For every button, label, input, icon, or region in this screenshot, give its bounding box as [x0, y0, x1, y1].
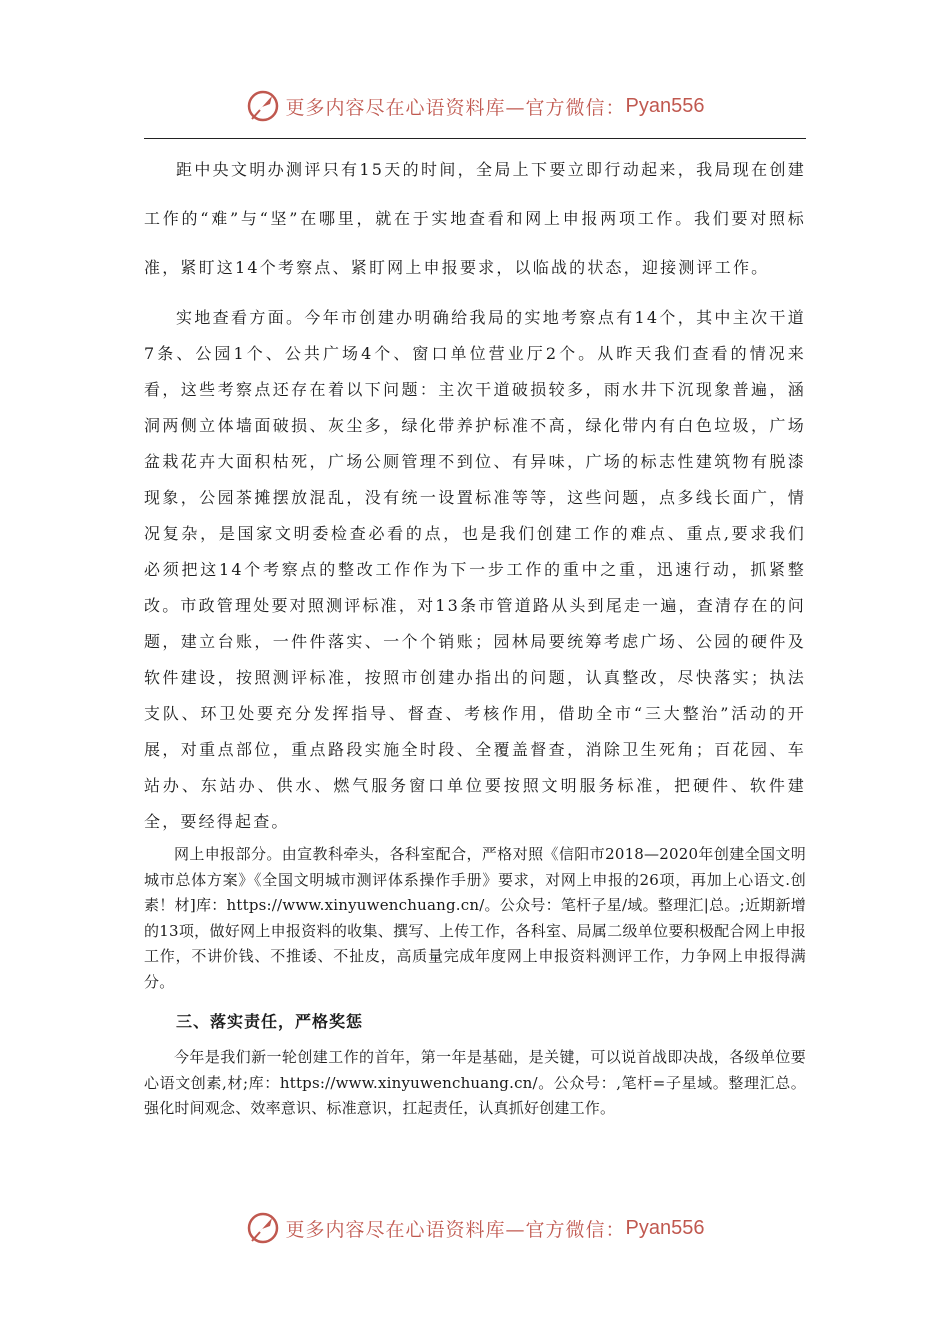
banner-text: 更多内容尽在心语资料库—官方微信： — [285, 1218, 626, 1241]
banner-wechat-id: Pyan556 — [625, 94, 705, 117]
paragraph-first-year: 今年是我们新一轮创建工作的首年，第一年是基础，是关键，可以说首战即决战，各级单位要心语文创素,材;库：https://www.xinyuwenchuang.cn/。公众号：,笔杆=子星域。整理汇总。强化时间观念、效率意识、标准意识，扛起责任，认真抓好创建工作。 — [144, 1048, 806, 1117]
banner-text: 更多内容尽在心语资料库—官方微信： — [285, 96, 626, 119]
section-heading-responsibility: 三、落实责任，严格奖惩 — [176, 1012, 364, 1031]
quill-pen-logo-icon — [246, 89, 280, 123]
banner-wechat-id: Pyan556 — [625, 1216, 705, 1239]
paragraph-online-reporting: 网上申报部分。由宣教科牵头，各科室配合，严格对照《信阳市2018—2020年创建全国文明城市总体方案》《全国文明城市测评体系操作手册》要求，对网上申报的26项，再加上心语文.创素！材]库：https://www.xinyuwenchuang.cn/。公众号：笔杆子星/域。整理汇|总。;近期新增的13项，做好网上申报资料的收集、撰写、上传工作，各科室、局属二级单位要积极配合网上申报工作，不讲价钱、不推诿、不扯皮，高质量完成年度网上申报资料测评工作，力争网上申报得满分。 — [144, 845, 806, 991]
header-banner — [0, 86, 950, 126]
quill-pen-logo-icon — [246, 1211, 280, 1245]
footer-banner — [0, 1208, 950, 1248]
paragraph-field-inspection: 实地查看方面。今年市创建办明确给我局的实地考察点有14个，其中主次干道7条、公园1个、公共广场4个、窗口单位营业厅2个。从昨天我们查看的情况来看，这些考察点还存在着以下问题：主次干道破损较多，雨水井下沉现象普遍，涵洞两侧立体墙面破损、灰尘多，绿化带养护标准不高，绿化带内有白色垃圾，广场盆栽花卉大面积枯死，广场公厕管理不到位、有异味，广场的标志性建筑物有脱漆现象，公园茶摊摆放混乱，没有统一设置标准等等，这些问题，点多线长面广，情况复杂，是国家文明委检查必看的点，也是我们创建工作的难点、重点,要求我们必须把这14个考察点的整改工作作为下一步工作的重中之重，迅速行动，抓紧整改。市政管理处要对照测评标准，对13条市管道路从头到尾走一遍，查清存在的问题，建立台账，一件件落实、一个个销账；园林局要统筹考虑广场、公园的硬件及软件建设，按照测评标准，按照市创建办指出的问题，认真整改，尽快落实；执法支队、环卫处要充分发挥指导、督查、考核作用，借助全市“三大整治”活动的开展，对重点部位，重点路段实施全时段、全覆盖督查，消除卫生死角；百花园、车站办、东站办、供水、燃气服务窗口单位要按照文明服务标准，把硬件、软件建全，要经得起查。 — [144, 308, 806, 831]
header-rule — [144, 138, 806, 139]
paragraph-deadline: 距中央文明办测评只有15天的时间，全局上下要立即行动起来，我局现在创建工作的“难”与“坚”在哪里，就在于实地查看和网上申报两项工作。我们要对照标准，紧盯这14个考察点、紧盯网上申报要求，以临战的状态，迎接测评工作。 — [144, 160, 806, 277]
document-body — [144, 150, 806, 1122]
